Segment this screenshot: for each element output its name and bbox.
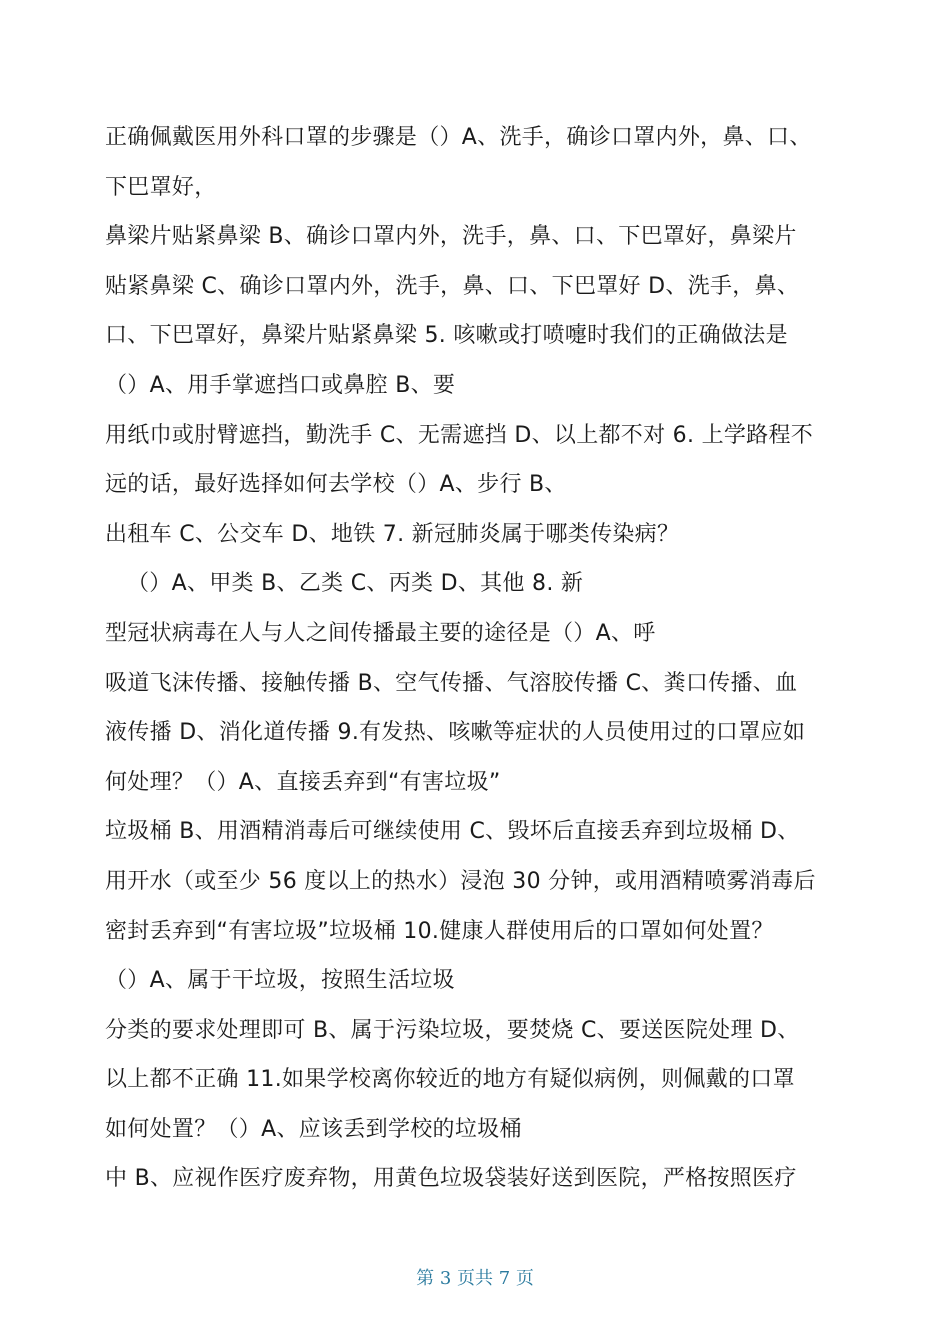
text-line: （）A、属于干垃圾，按照生活垃圾: [105, 968, 455, 994]
page-number: 第 3 页共 7 页: [416, 1268, 534, 1289]
text-line: 下巴罩好，: [105, 174, 217, 200]
text-line: （）A、用手掌遮挡口或鼻腔 B、要: [105, 372, 456, 398]
text-line: 用纸巾或肘臂遮挡，勤洗手 C、无需遮挡 D、以上都不对 6. 上学路程不: [105, 422, 814, 448]
text-line: 分类的要求处理即可 B、属于污染垃圾，要焚烧 C、要送医院处理 D、: [105, 1017, 800, 1043]
text-line: 出租车 C、公交车 D、地铁 7. 新冠肺炎属于哪类传染病？: [105, 521, 680, 547]
text-line: 远的话，最好选择如何去学校（）A、步行 B、: [105, 472, 567, 498]
text-line: 型冠状病毒在人与人之间传播最主要的途径是（）A、呼: [105, 620, 656, 646]
text-line: 垃圾桶 B、用酒精消毒后可继续使用 C、毁坏后直接丢弃到垃圾桶 D、: [105, 819, 800, 845]
text-line: 吸道飞沫传播、接触传播 B、空气传播、气溶胶传播 C、粪口传播、血: [105, 670, 798, 696]
text-line: 以上都不正确 11.如果学校离你较近的地方有疑似病例，则佩戴的口罩: [105, 1067, 795, 1093]
text-line: 密封丢弃到“有害垃圾”垃圾桶 10.健康人群使用后的口罩如何处置？: [105, 918, 774, 944]
text-line: 贴紧鼻梁 C、确诊口罩内外，洗手，鼻、口、下巴罩好 D、洗手，鼻、: [105, 273, 800, 299]
text-line: 正确佩戴医用外科口罩的步骤是（）A、洗手，确诊口罩内外，鼻、口、: [105, 125, 812, 150]
text-line: 液传播 D、消化道传播 9.有发热、咳嗽等症状的人员使用过的口罩应如: [105, 720, 806, 746]
text-line: 鼻梁片贴紧鼻梁 B、确诊口罩内外，洗手，鼻、口、下巴罩好，鼻梁片: [105, 224, 797, 250]
text-line: （）A、甲类 B、乙类 C、丙类 D、其他 8. 新: [127, 571, 584, 597]
document-body: [105, 118, 850, 1209]
text-line: 中 B、应视作医疗废弃物，用黄色垃圾袋装好送到医院，严格按照医疗: [105, 1166, 797, 1192]
text-line: 如何处置？（）A、应该丢到学校的垃圾桶: [105, 1116, 522, 1142]
text-line: 用开水（或至少 56 度以上的热水）浸泡 30 分钟，或用酒精喷雾消毒后: [105, 868, 816, 894]
text-line: 何处理？（）A、直接丢弃到“有害垃圾”: [105, 769, 501, 795]
text-line: 口、下巴罩好，鼻梁片贴紧鼻梁 5. 咳嗽或打喷嚏时我们的正确做法是: [105, 323, 788, 349]
